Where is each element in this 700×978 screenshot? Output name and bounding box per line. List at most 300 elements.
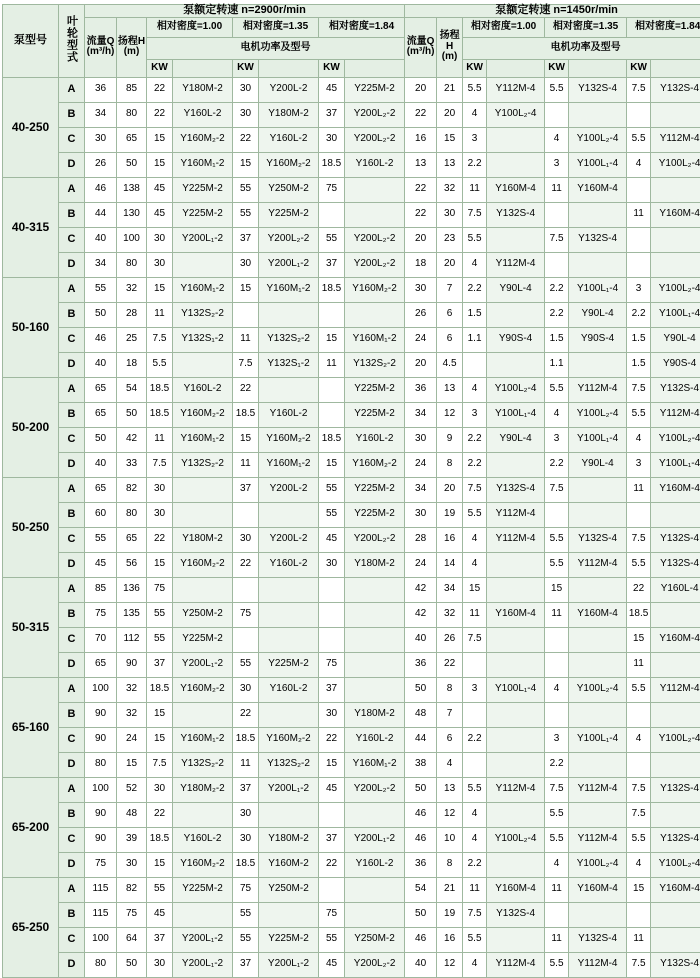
kw-135-1450-cell: 3 [545,427,569,452]
motor-135-1450-cell: Y132S-4 [569,77,627,102]
impeller-type-cell: A [59,377,85,402]
header-flow-1450: 流量Q (m³/h) [405,17,437,77]
kw-135-1450-cell [545,202,569,227]
motor-100-2900-cell [173,352,233,377]
head-2900-cell: 28 [117,302,147,327]
kw-135-2900-cell [233,502,259,527]
motor-184-1450-cell: Y90S-4 [651,352,700,377]
motor-184-1450-cell [651,102,700,127]
kw-100-1450-cell: 4 [463,552,487,577]
head-2900-cell: 65 [117,527,147,552]
motor-135-2900-cell [259,802,319,827]
kw-100-1450-cell: 7.5 [463,902,487,927]
impeller-type-cell: D [59,952,85,977]
kw-135-2900-cell: 37 [233,952,259,977]
head-1450-cell: 9 [437,427,463,452]
motor-184-2900-cell: Y200L₂-2 [345,252,405,277]
header-speed-1450: 泵额定转速 n=1450r/min [405,5,700,18]
impeller-type-cell: C [59,427,85,452]
motor-100-1450-cell: Y112M-4 [487,952,545,977]
kw-100-1450-cell: 11 [463,877,487,902]
header-head-1450: 扬程H (m) [437,17,463,77]
header-density-100-2900: 相对密度=1.00 [147,17,233,37]
header-kw-1: KW [147,59,173,77]
kw-100-2900-cell: 15 [147,702,173,727]
kw-135-1450-cell: 1.5 [545,327,569,352]
kw-100-2900-cell: 15 [147,152,173,177]
motor-100-1450-cell [487,127,545,152]
header-motor-1450: 电机功率及型号 [463,37,700,59]
kw-184-1450-cell: 3 [627,277,651,302]
flow-1450-cell: 42 [405,602,437,627]
flow-1450-cell: 24 [405,552,437,577]
motor-135-1450-cell: Y160M-4 [569,602,627,627]
motor-135-1450-cell: Y100L₂-4 [569,127,627,152]
head-1450-cell: 12 [437,952,463,977]
head-1450-cell: 26 [437,627,463,652]
kw-100-2900-cell: 30 [147,502,173,527]
head-1450-cell: 16 [437,927,463,952]
kw-100-2900-cell: 22 [147,77,173,102]
kw-184-2900-cell: 11 [319,352,345,377]
head-2900-cell: 64 [117,927,147,952]
impeller-type-cell: B [59,802,85,827]
motor-100-2900-cell: Y225M-2 [173,627,233,652]
flow-1450-cell: 30 [405,277,437,302]
kw-184-2900-cell [319,577,345,602]
header-density-184-1450: 相对密度=1.84 [627,17,700,37]
motor-135-2900-cell: Y180M-2 [259,102,319,127]
header-motor-model-6 [651,59,700,77]
table-row [3,952,700,977]
kw-100-2900-cell: 22 [147,102,173,127]
flow-1450-cell: 38 [405,752,437,777]
kw-100-2900-cell: 30 [147,227,173,252]
kw-100-1450-cell: 4 [463,377,487,402]
motor-184-2900-cell [345,902,405,927]
head-1450-cell: 34 [437,577,463,602]
kw-135-1450-cell [545,652,569,677]
head-2900-cell: 136 [117,577,147,602]
motor-100-2900-cell [173,502,233,527]
kw-184-1450-cell: 7.5 [627,377,651,402]
kw-135-1450-cell: 5.5 [545,77,569,102]
motor-100-2900-cell [173,902,233,927]
kw-135-2900-cell: 30 [233,77,259,102]
kw-184-2900-cell: 75 [319,902,345,927]
motor-184-2900-cell [345,602,405,627]
kw-184-1450-cell [627,702,651,727]
impeller-type-cell: D [59,352,85,377]
table-row [3,277,700,302]
motor-184-2900-cell: Y160L-2 [345,427,405,452]
motor-184-1450-cell [651,502,700,527]
kw-135-2900-cell: 30 [233,527,259,552]
motor-135-1450-cell: Y160M-4 [569,877,627,902]
kw-135-1450-cell: 5.5 [545,802,569,827]
motor-135-2900-cell [259,377,319,402]
kw-100-2900-cell: 15 [147,127,173,152]
motor-184-1450-cell: Y100L₂-4 [651,152,700,177]
motor-100-1450-cell [487,352,545,377]
head-2900-cell: 32 [117,677,147,702]
pump-model-cell: 65-200 [3,777,59,877]
motor-100-1450-cell: Y132S-4 [487,477,545,502]
flow-2900-cell: 90 [85,827,117,852]
table-row [3,727,700,752]
impeller-type-cell: C [59,327,85,352]
kw-135-1450-cell: 11 [545,927,569,952]
kw-184-1450-cell: 7.5 [627,777,651,802]
head-2900-cell: 33 [117,452,147,477]
motor-184-2900-cell [345,652,405,677]
motor-100-2900-cell: Y132S₂-2 [173,752,233,777]
table-row [3,502,700,527]
kw-135-2900-cell: 55 [233,927,259,952]
kw-184-1450-cell: 7.5 [627,802,651,827]
table-row [3,677,700,702]
motor-100-2900-cell [173,702,233,727]
motor-135-2900-cell [259,702,319,727]
head-2900-cell: 82 [117,877,147,902]
motor-135-1450-cell [569,102,627,127]
motor-184-2900-cell [345,802,405,827]
motor-184-2900-cell: Y160M₂-2 [345,452,405,477]
motor-100-2900-cell: Y160M₂-2 [173,852,233,877]
kw-100-2900-cell: 30 [147,252,173,277]
motor-100-2900-cell: Y160M₂-2 [173,402,233,427]
kw-135-2900-cell: 30 [233,252,259,277]
kw-100-2900-cell: 45 [147,177,173,202]
flow-2900-cell: 34 [85,102,117,127]
kw-184-2900-cell: 37 [319,677,345,702]
flow-2900-cell: 55 [85,527,117,552]
motor-100-2900-cell: Y132S₂-2 [173,302,233,327]
head-1450-cell: 8 [437,852,463,877]
impeller-type-cell: D [59,152,85,177]
kw-135-2900-cell: 30 [233,677,259,702]
table-row [3,127,700,152]
kw-135-2900-cell: 30 [233,802,259,827]
impeller-type-cell: A [59,577,85,602]
head-2900-cell: 30 [117,852,147,877]
motor-100-1450-cell [487,552,545,577]
flow-2900-cell: 60 [85,502,117,527]
flow-1450-cell: 40 [405,952,437,977]
flow-2900-cell: 65 [85,377,117,402]
motor-184-2900-cell: Y225M-2 [345,77,405,102]
motor-135-2900-cell: Y200L₁-2 [259,252,319,277]
flow-1450-cell: 22 [405,102,437,127]
motor-100-2900-cell: Y225M-2 [173,877,233,902]
kw-184-1450-cell: 15 [627,627,651,652]
motor-135-2900-cell: Y132S₂-2 [259,752,319,777]
kw-100-1450-cell: 5.5 [463,927,487,952]
motor-100-1450-cell: Y132S-4 [487,902,545,927]
header-kw-4: KW [463,59,487,77]
kw-100-1450-cell: 1.1 [463,327,487,352]
motor-135-2900-cell: Y160M-2 [259,852,319,877]
kw-184-1450-cell: 4 [627,852,651,877]
motor-135-1450-cell: Y100L₂-4 [569,677,627,702]
kw-135-1450-cell [545,627,569,652]
header-flow-2900: 流量Q (m³/h) [85,17,117,77]
kw-100-1450-cell: 11 [463,602,487,627]
motor-135-2900-cell: Y200L₂-2 [259,227,319,252]
kw-100-2900-cell: 22 [147,527,173,552]
motor-184-2900-cell [345,202,405,227]
flow-2900-cell: 65 [85,477,117,502]
flow-1450-cell: 20 [405,227,437,252]
head-1450-cell: 21 [437,877,463,902]
flow-2900-cell: 40 [85,352,117,377]
flow-2900-cell: 40 [85,227,117,252]
kw-184-2900-cell: 45 [319,77,345,102]
table-row [3,802,700,827]
motor-184-1450-cell [651,252,700,277]
motor-135-1450-cell: Y90L-4 [569,302,627,327]
kw-135-1450-cell: 4 [545,677,569,702]
flow-1450-cell: 42 [405,577,437,602]
kw-184-1450-cell: 4 [627,152,651,177]
motor-184-1450-cell: Y100L₂-4 [651,277,700,302]
pump-model-cell: 50-250 [3,477,59,577]
kw-100-2900-cell: 30 [147,777,173,802]
motor-135-2900-cell [259,602,319,627]
kw-184-1450-cell [627,502,651,527]
head-1450-cell: 19 [437,502,463,527]
header-density-135-1450: 相对密度=1.35 [545,17,627,37]
table-row [3,227,700,252]
motor-135-1450-cell: Y112M-4 [569,552,627,577]
flow-1450-cell: 24 [405,327,437,352]
kw-135-2900-cell: 11 [233,327,259,352]
impeller-type-cell: C [59,527,85,552]
flow-1450-cell: 22 [405,202,437,227]
kw-184-1450-cell: 1.5 [627,327,651,352]
head-1450-cell: 13 [437,377,463,402]
kw-135-1450-cell: 4 [545,402,569,427]
kw-184-1450-cell: 5.5 [627,677,651,702]
head-2900-cell: 65 [117,127,147,152]
kw-184-2900-cell: 55 [319,477,345,502]
flow-1450-cell: 46 [405,827,437,852]
header-motor-2900: 电机功率及型号 [147,37,405,59]
kw-100-1450-cell: 5.5 [463,502,487,527]
motor-135-1450-cell: Y90S-4 [569,327,627,352]
kw-100-2900-cell: 15 [147,277,173,302]
kw-184-1450-cell: 5.5 [627,402,651,427]
motor-100-2900-cell: Y160M₂-2 [173,552,233,577]
kw-135-1450-cell [545,252,569,277]
kw-100-1450-cell [463,352,487,377]
impeller-type-cell: D [59,752,85,777]
flow-1450-cell: 20 [405,77,437,102]
head-1450-cell: 6 [437,327,463,352]
motor-184-2900-cell: Y160L-2 [345,852,405,877]
head-2900-cell: 135 [117,602,147,627]
kw-135-1450-cell: 4 [545,127,569,152]
impeller-type-cell: A [59,777,85,802]
motor-100-1450-cell: Y90S-4 [487,327,545,352]
motor-135-2900-cell [259,902,319,927]
kw-100-2900-cell: 18.5 [147,827,173,852]
kw-184-1450-cell: 5.5 [627,827,651,852]
kw-184-1450-cell: 11 [627,477,651,502]
head-row-1 [3,5,700,18]
motor-184-2900-cell [345,302,405,327]
motor-135-1450-cell: Y100L₁-4 [569,152,627,177]
motor-184-1450-cell: Y160M-4 [651,877,700,902]
head-1450-cell: 13 [437,152,463,177]
motor-135-1450-cell [569,477,627,502]
kw-100-2900-cell: 30 [147,477,173,502]
motor-100-1450-cell: Y90L-4 [487,277,545,302]
header-density-100-1450: 相对密度=1.00 [463,17,545,37]
flow-1450-cell: 44 [405,727,437,752]
kw-135-1450-cell: 5.5 [545,552,569,577]
kw-100-2900-cell: 45 [147,202,173,227]
motor-184-2900-cell [345,627,405,652]
flow-1450-cell: 26 [405,302,437,327]
flow-2900-cell: 46 [85,177,117,202]
head-1450-cell: 8 [437,677,463,702]
motor-184-2900-cell: Y225M-2 [345,477,405,502]
kw-184-1450-cell [627,177,651,202]
impeller-type-cell: A [59,177,85,202]
motor-100-2900-cell: Y160M₁-2 [173,152,233,177]
kw-135-1450-cell: 7.5 [545,777,569,802]
kw-100-1450-cell: 2.2 [463,427,487,452]
head-2900-cell: 42 [117,427,147,452]
motor-100-1450-cell: Y112M-4 [487,502,545,527]
kw-135-2900-cell: 75 [233,602,259,627]
motor-135-2900-cell: Y132S₂-2 [259,327,319,352]
kw-100-1450-cell: 3 [463,127,487,152]
motor-135-2900-cell: Y200L₁-2 [259,952,319,977]
table-row [3,552,700,577]
motor-100-2900-cell: Y160M₂-2 [173,677,233,702]
motor-100-2900-cell [173,477,233,502]
table-row [3,577,700,602]
kw-135-1450-cell: 3 [545,727,569,752]
kw-135-2900-cell: 22 [233,377,259,402]
flow-2900-cell: 45 [85,552,117,577]
kw-100-1450-cell: 2.2 [463,452,487,477]
motor-135-1450-cell [569,652,627,677]
head-1450-cell: 4 [437,752,463,777]
flow-1450-cell: 36 [405,377,437,402]
motor-135-1450-cell: Y100L₁-4 [569,277,627,302]
table-row [3,102,700,127]
kw-184-2900-cell: 15 [319,752,345,777]
motor-184-1450-cell: Y112M-4 [651,127,700,152]
flow-1450-cell: 13 [405,152,437,177]
head-2900-cell: 130 [117,202,147,227]
motor-100-1450-cell [487,452,545,477]
kw-184-1450-cell: 7.5 [627,77,651,102]
kw-100-2900-cell: 7.5 [147,452,173,477]
table-row [3,752,700,777]
kw-100-1450-cell: 7.5 [463,477,487,502]
impeller-type-cell: B [59,902,85,927]
head-1450-cell: 6 [437,727,463,752]
motor-100-2900-cell: Y200L₁-2 [173,652,233,677]
motor-184-1450-cell: Y112M-4 [651,402,700,427]
motor-184-2900-cell: Y180M-2 [345,702,405,727]
kw-100-2900-cell: 11 [147,302,173,327]
motor-184-2900-cell: Y132S₂-2 [345,352,405,377]
motor-135-1450-cell: Y112M-4 [569,952,627,977]
motor-184-1450-cell [651,652,700,677]
flow-2900-cell: 46 [85,327,117,352]
head-1450-cell: 22 [437,652,463,677]
motor-184-2900-cell: Y200L₁-2 [345,827,405,852]
head-2900-cell: 138 [117,177,147,202]
motor-135-2900-cell [259,302,319,327]
header-motor-model-2 [259,59,319,77]
table-row [3,927,700,952]
motor-184-1450-cell: Y90L-4 [651,327,700,352]
motor-184-1450-cell: Y100L₂-4 [651,427,700,452]
flow-2900-cell: 100 [85,677,117,702]
motor-100-1450-cell [487,702,545,727]
impeller-type-cell: A [59,677,85,702]
kw-135-2900-cell [233,302,259,327]
kw-184-2900-cell: 18.5 [319,427,345,452]
table-row [3,452,700,477]
flow-2900-cell: 80 [85,752,117,777]
table-row [3,377,700,402]
motor-184-2900-cell: Y225M-2 [345,402,405,427]
motor-135-2900-cell: Y132S₁-2 [259,352,319,377]
motor-135-2900-cell: Y225M-2 [259,202,319,227]
kw-135-2900-cell: 18.5 [233,727,259,752]
kw-184-2900-cell: 75 [319,177,345,202]
motor-100-1450-cell: Y160M-4 [487,177,545,202]
kw-184-1450-cell: 2.2 [627,302,651,327]
kw-184-2900-cell [319,627,345,652]
flow-2900-cell: 70 [85,627,117,652]
flow-1450-cell: 20 [405,352,437,377]
table-row [3,77,700,102]
flow-2900-cell: 50 [85,427,117,452]
head-2900-cell: 54 [117,377,147,402]
header-kw-6: KW [627,59,651,77]
impeller-type-cell: D [59,452,85,477]
pump-model-cell: 65-250 [3,877,59,977]
table-row [3,402,700,427]
motor-135-1450-cell [569,702,627,727]
kw-135-2900-cell: 30 [233,827,259,852]
impeller-type-cell: C [59,727,85,752]
head-2900-cell: 18 [117,352,147,377]
kw-184-2900-cell [319,377,345,402]
head-1450-cell: 7 [437,277,463,302]
impeller-type-cell: D [59,252,85,277]
pump-model-cell: 65-160 [3,677,59,777]
table-row [3,177,700,202]
table-row [3,627,700,652]
motor-100-1450-cell [487,302,545,327]
motor-100-1450-cell: Y100L₁-4 [487,677,545,702]
motor-100-2900-cell [173,577,233,602]
motor-100-2900-cell: Y225M-2 [173,177,233,202]
motor-135-1450-cell: Y100L₁-4 [569,727,627,752]
flow-2900-cell: 50 [85,302,117,327]
impeller-type-cell: B [59,102,85,127]
flow-1450-cell: 46 [405,802,437,827]
